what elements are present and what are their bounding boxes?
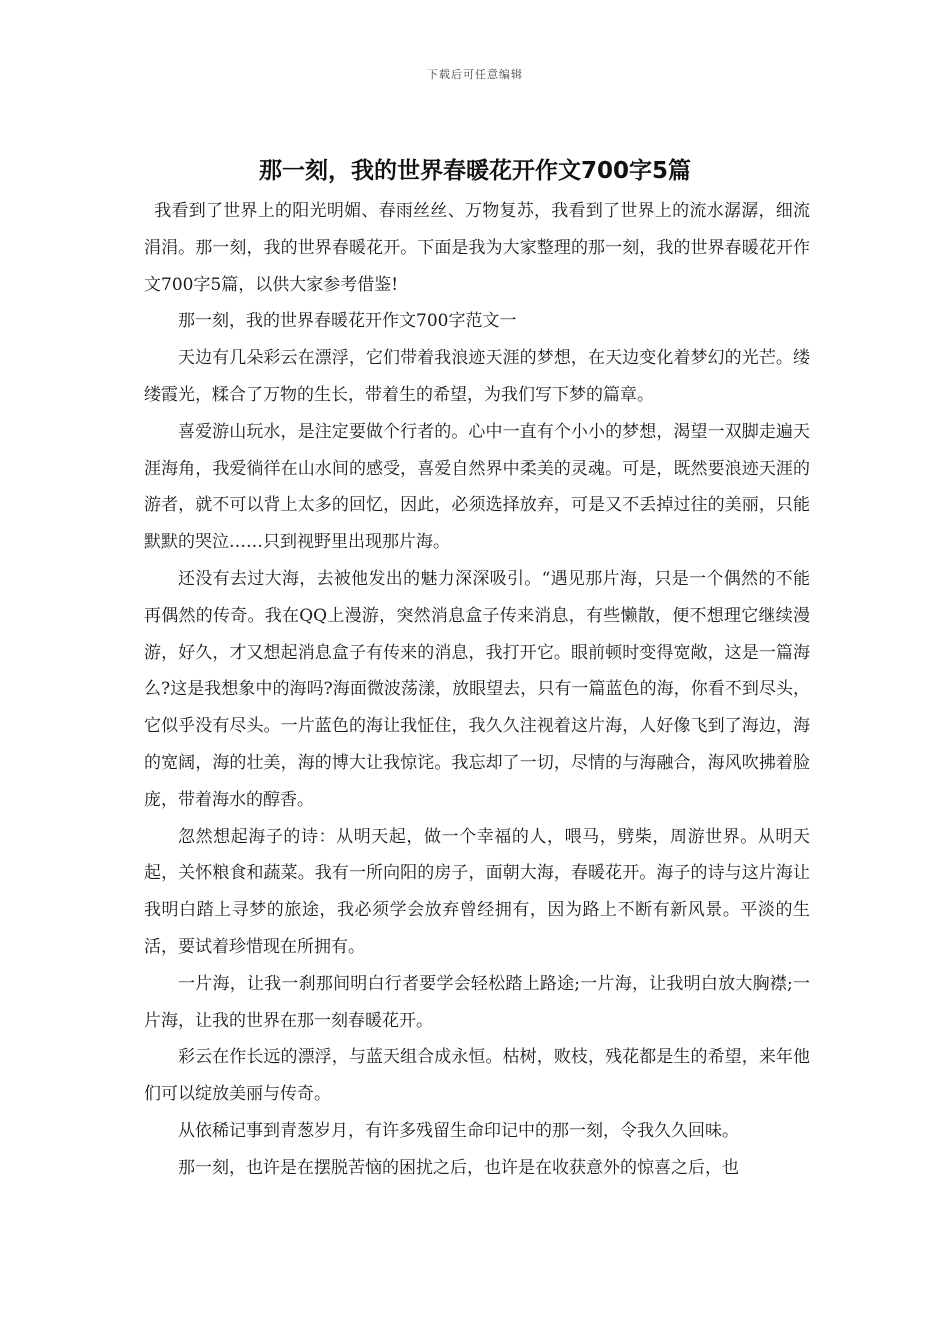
body-paragraph: 彩云在作长远的漂浮，与蓝天组合成永恒。枯树，败枝，残花都是生的希望，来年他们可以绽放美丽与传奇。: [144, 1047, 810, 1105]
body-paragraph: 忽然想起海子的诗：从明天起，做一个幸福的人，喂马，劈柴，周游世界。从明天起，关怀粮食和蔬菜。我有一所向阳的房子，面朝大海，春暖花开。海子的诗与这片海让我明白踏上寻梦的旅途，我必须学会放弃曾经拥有，因为路上不断有新风景。平淡的生活，要试着珍惜现在所拥有。: [144, 826, 810, 957]
body-paragraph: 喜爱游山玩水，是注定要做个行者的。心中一直有个小小的梦想，渴望一双脚走遍天涯海角，我爱徜徉在山水间的感受，喜爱自然界中柔美的灵魂。可是，既然要浪迹天涯的游者，就不可以背上太多的回忆，因此，必须选择放弃，可是又不丢掉过往的美丽，只能默默的哭泣……只到视野里出现那片海。: [144, 421, 810, 553]
body-paragraph: 天边有几朵彩云在漂浮，它们带着我浪迹天涯的梦想，在天边变化着梦幻的光芒。缕缕霞光，糅合了万物的生长，带着生的希望，为我们写下梦的篇章。: [144, 348, 810, 405]
document-body: [144, 193, 810, 1187]
header-note: 下载后可任意编辑: [427, 68, 523, 81]
intro-paragraph: 我看到了世界上的阳光明媚、春雨丝丝、万物复苏，我看到了世界上的流水潺潺，细流涓涓。那一刻，我的世界春暖花开。下面是我为大家整理的那一刻，我的世界春暖花开作文700字5篇，以供大家参考借鉴!: [144, 201, 810, 295]
body-paragraph: 还没有去过大海，去被他发出的魅力深深吸引。“遇见那片海，只是一个偶然的不能再偶然的传奇。我在QQ上漫游，突然消息盒子传来消息，有些懒散，便不想理它继续漫游，好久，才又想起消息盒子有传来的消息，我打开它。眼前顿时变得宽敞，这是一篇海么?这是我想象中的海吗?海面微波荡漾，放眼望去，只有一篇蓝色的海，你看不到尽头，它似乎没有尽头。一片蓝色的海让我怔住，我久久注视着这片海，人好像飞到了海边，海的宽阔，海的壮美，海的博大让我惊诧。我忘却了一切，尽情的与海融合，海风吹拂着脸庞，带着海水的醇香。: [144, 568, 810, 810]
body-paragraph: 从依稀记事到青葱岁月，有许多残留生命印记中的那一刻，令我久久回味。: [178, 1120, 739, 1141]
body-paragraph: 一片海，让我一刹那间明白行者要学会轻松踏上路途;一片海，让我明白放大胸襟;一片海，让我的世界在那一刻春暖花开。: [144, 973, 810, 1031]
body-paragraph: 那一刻，也许是在摆脱苦恼的困扰之后，也许是在收获意外的惊喜之后，也: [178, 1157, 739, 1178]
section-heading: 那一刻，我的世界春暖花开作文700字范文一: [178, 311, 517, 332]
document-title: 那一刻，我的世界春暖花开作文700字5篇: [258, 158, 691, 184]
